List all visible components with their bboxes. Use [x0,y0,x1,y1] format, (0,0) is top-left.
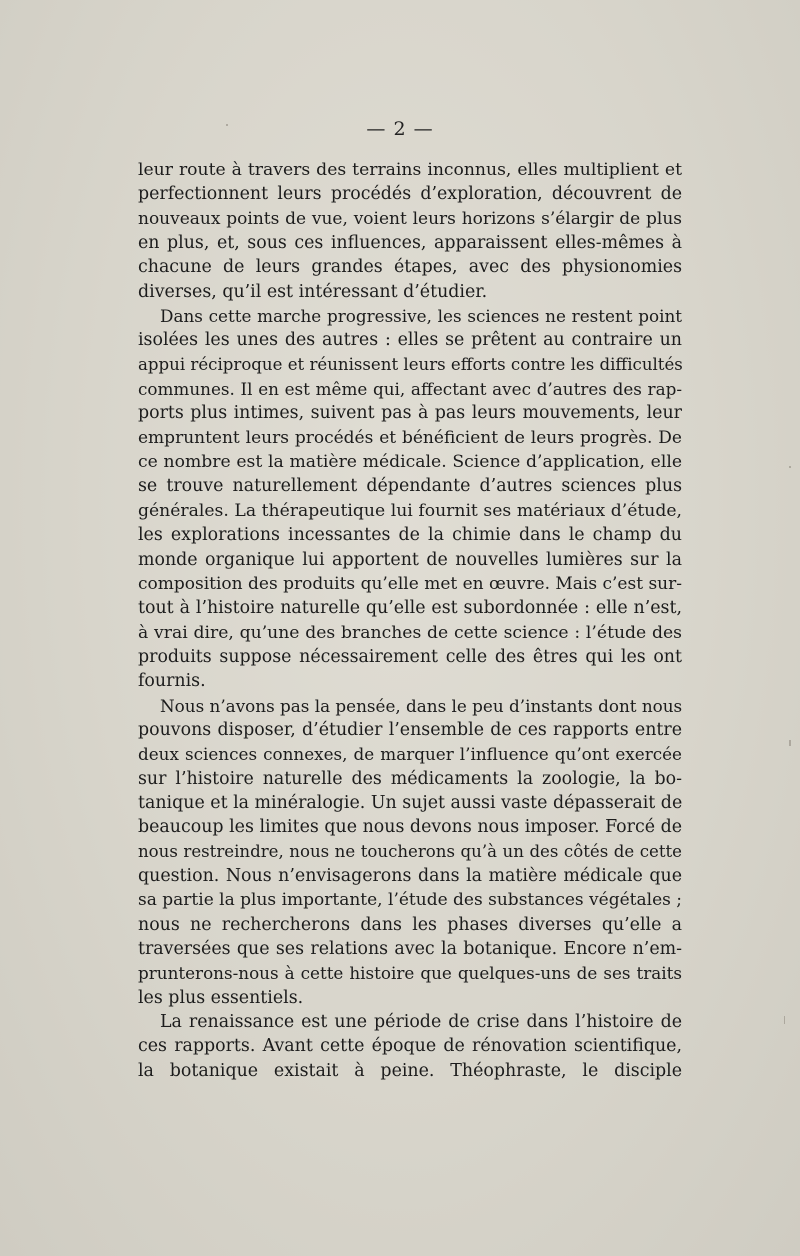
text-line: Dans cette marche progressive, les sciences ne restent point [160,306,682,327]
text-line: générales. La thérapeutique lui fournit ses matériaux d’étude, [138,500,682,521]
text-line: empruntent leurs procédés et bénéficient de leurs progrès. De [138,427,682,448]
text-line: fournis. [138,671,206,692]
body-text [138,158,682,1083]
paper-speck [789,740,791,746]
text-line: tout à l’histoire naturelle qu’elle est subordonnée : elle n’est, [138,598,682,619]
text-line: nous restreindre, nous ne toucherons qu’à un des côtés de cette [138,841,682,861]
text-line: ce nombre est la matière médicale. Science d’application, elle [138,452,682,473]
text-line: en plus, et, sous ces influences, apparaissent elles-mêmes à [138,233,682,254]
text-line: les explorations incessantes de la chimie dans le champ du [138,525,682,546]
text-line: nous ne rechercherons dans les phases diverses qu’elle a [138,914,682,935]
text-line: question. Nous n’envisagerons dans la matière médicale que [138,865,682,886]
text-line: perfectionnent leurs procédés d’exploration, découvrent de [138,184,682,205]
paper-speck [226,124,228,126]
text-line: leur route à travers des terrains inconnus, elles multiplient et [138,160,682,180]
text-line: ces rapports. Avant cette époque de rénovation scientifique, [138,1036,682,1057]
text-line: les plus essentiels. [138,987,304,1008]
text-line: tanique et la minéralogie. Un sujet aussi vaste dépasserait de [138,792,683,813]
text-line: monde organique lui apportent de nouvelles lumières sur la [138,549,682,570]
text-line: diverses, qu’il est intéressant d’étudier. [138,281,488,302]
text-line: prunterons-nous à cette histoire que quelques-uns de ses traits [138,963,682,984]
text-line: ports plus intimes, suivent pas à pas leurs mouvements, leur [138,403,682,424]
text-line: communes. Il en est même qui, affectant avec d’autres des rap- [138,379,682,400]
page-number: — 2 — [366,118,434,140]
text-line: Nous n’avons pas la pensée, dans le peu d’instants dont nous [160,695,683,716]
text-line: deux sciences connexes, de marquer l’influence qu’ont exercée [138,744,682,765]
text-line: composition des produits qu’elle met en œuvre. Mais c’est sur- [138,573,682,594]
text-line: se trouve naturellement dépendante d’autres sciences plus [138,476,682,497]
text-line: traversées que ses relations avec la botanique. Encore n’em- [138,939,682,959]
text-line: sur l’histoire naturelle des médicaments la zoologie, la bo- [138,768,682,789]
text-line: isolées les unes des autres : elles se prêtent au contraire un [138,330,682,351]
text-line: nouveaux points de vue, voient leurs horizons s’élargir de plus [138,208,682,229]
paper-speck [789,466,791,468]
text-line: la botanique existait à peine. Théophraste, le disciple [138,1060,682,1081]
text-line: beaucoup les limites que nous devons nous imposer. Forcé de [138,817,682,838]
text-line: à vrai dire, qu’une des branches de cette science : l’étude des [138,622,682,643]
text-line: sa partie la plus importante, l’étude des substances végétales ; [138,890,682,911]
paper-speck [784,1016,785,1024]
text-line: chacune de leurs grandes étapes, avec des physionomies [138,257,682,278]
text-line: produits suppose nécessairement celle des êtres qui les ont [138,646,682,667]
text-line: pouvons disposer, d’étudier l’ensemble de ces rapports entre [138,719,682,740]
text-line: La renaissance est une période de crise dans l’histoire de [160,1012,682,1033]
text-line: appui réciproque et réunissent leurs efforts contre les difficultés [138,354,683,374]
